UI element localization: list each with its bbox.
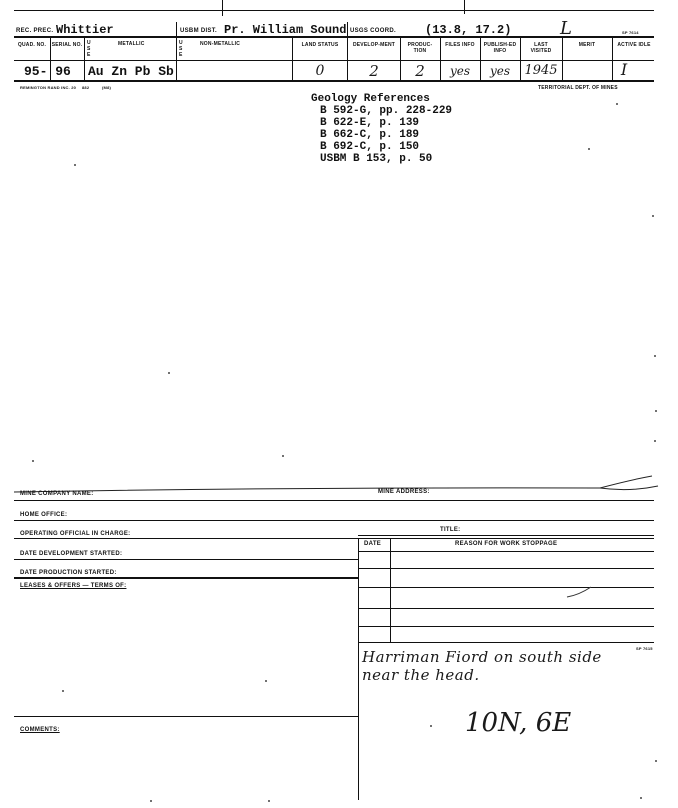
divider	[390, 538, 391, 642]
comments-label: COMMENTS:	[20, 727, 60, 733]
divider	[612, 36, 613, 80]
speck	[654, 440, 656, 442]
rec-prec-label: REC. PREC.	[16, 28, 54, 34]
pencil-stroke	[565, 585, 595, 601]
files-info-value: yes	[449, 64, 471, 78]
divider	[347, 36, 348, 80]
speck	[430, 725, 432, 727]
usgs-coord-value: (13.8, 17.2)	[425, 23, 512, 37]
speck	[655, 760, 657, 762]
col-quad: QUAD. NO.	[17, 42, 47, 48]
rec-prec-value: Whittier	[56, 23, 114, 37]
home-office-label: HOME OFFICE:	[20, 512, 68, 518]
mine-address-label: MINE ADDRESS:	[378, 489, 430, 495]
publish-info-value: yes	[489, 64, 511, 78]
divider	[176, 22, 177, 36]
rule	[358, 551, 654, 552]
col-production: PRODUC-TION	[407, 42, 433, 54]
form-code: SP 7614	[622, 30, 639, 35]
grade-mark: L	[560, 18, 572, 39]
form-code-2: SP 7615	[636, 646, 653, 651]
rule	[358, 535, 654, 536]
mine-company-label: MINE COMPANY NAME:	[20, 491, 94, 497]
references-title: Geology References	[311, 93, 430, 105]
col-use-right: U S E	[179, 40, 183, 58]
col-files-info: FILES INFO	[445, 42, 475, 48]
rule	[14, 716, 358, 717]
speck	[282, 455, 284, 457]
divider	[176, 36, 177, 80]
rule	[14, 80, 654, 82]
quad-serial-value: 95- 96	[24, 64, 71, 79]
speck	[268, 800, 270, 802]
rule	[14, 559, 358, 560]
divider	[520, 36, 521, 80]
speck	[168, 372, 170, 374]
date-production-label: DATE PRODUCTION STARTED:	[20, 570, 117, 576]
reference-item: B 592-G, pp. 228-229	[320, 105, 453, 117]
divider	[440, 36, 441, 80]
divider	[358, 538, 359, 800]
rule	[14, 520, 654, 521]
development-value: 2	[369, 62, 379, 80]
usbm-dist-value: Pr. William Sound	[224, 23, 347, 37]
speck	[655, 410, 657, 412]
land-status-value: 0	[315, 63, 325, 79]
rule	[358, 626, 654, 627]
printer-code: 882	[82, 85, 90, 90]
tick-mark	[222, 0, 223, 16]
last-visited-value: 1945	[524, 63, 558, 78]
title-label: TITLE:	[440, 527, 461, 533]
col-nonmetallic: NON-METALLIC	[200, 41, 241, 47]
printer-suffix: (M8)	[102, 85, 112, 90]
divider	[84, 36, 85, 80]
rule	[14, 577, 358, 579]
reference-item: USBM B 153, p. 50	[320, 153, 433, 165]
divider	[480, 36, 481, 80]
rule	[14, 538, 654, 539]
speck	[616, 103, 618, 105]
col-use-left: U S E	[87, 40, 91, 58]
speck	[32, 460, 34, 462]
reference-item: B 662-C, p. 189	[320, 129, 420, 141]
col-last-visited: LAST VISITED	[530, 42, 552, 54]
rule	[358, 587, 654, 588]
rule	[358, 608, 654, 609]
speck	[74, 164, 76, 166]
speck	[265, 680, 267, 682]
col-metallic: METALLIC	[118, 41, 145, 47]
col-serial: SERIAL NO.	[51, 42, 83, 48]
speck	[654, 355, 656, 357]
speck	[652, 215, 654, 217]
handwritten-line-1: Harriman Fiord on south side	[362, 648, 602, 666]
leases-label: LEASES & OFFERS — TERMS OF:	[20, 583, 127, 589]
production-value: 2	[415, 62, 425, 80]
col-active-idle: ACTIVE IDLE	[617, 42, 651, 48]
curved-edge	[0, 470, 678, 500]
rule	[358, 568, 654, 569]
col-publish-info: PUBLISH-ED INFO	[483, 42, 517, 54]
speck	[150, 800, 152, 802]
rule	[14, 500, 654, 501]
reference-item: B 622-E, p. 139	[320, 117, 420, 129]
dept-label: TERRITORIAL DEPT. OF MINES	[538, 85, 618, 91]
date-development-label: DATE DEVELOPMENT STARTED:	[20, 551, 123, 557]
divider	[292, 36, 293, 80]
divider	[400, 36, 401, 80]
usgs-coord-label: USGS COORD.	[350, 28, 396, 34]
reference-item: B 692-C, p. 150	[320, 141, 420, 153]
operating-official-label: OPERATING OFFICIAL IN CHARGE:	[20, 531, 131, 537]
handwritten-line-2: near the head.	[362, 666, 480, 684]
rule	[358, 642, 654, 643]
reason-col-label: REASON FOR WORK STOPPAGE	[455, 541, 558, 547]
active-idle-value: I	[620, 60, 628, 79]
metallic-value: Au Zn Pb Sb	[88, 64, 174, 79]
col-merit: MERIT	[578, 42, 596, 48]
date-col-label: DATE	[364, 541, 382, 547]
col-development: DEVELOP-MENT	[352, 42, 396, 48]
rule	[14, 10, 654, 11]
usbm-dist-label: USBM DIST.	[180, 28, 218, 34]
rule	[14, 60, 654, 61]
col-land-status: LAND STATUS	[301, 42, 339, 48]
printer-label: REMINGTON RAND INC. 20	[20, 85, 77, 90]
speck	[62, 690, 64, 692]
speck	[640, 797, 642, 799]
speck	[588, 148, 590, 150]
tick-mark	[464, 0, 465, 14]
divider	[562, 36, 563, 80]
divider	[347, 22, 348, 36]
handwritten-coords: 10N, 6E	[465, 708, 572, 738]
